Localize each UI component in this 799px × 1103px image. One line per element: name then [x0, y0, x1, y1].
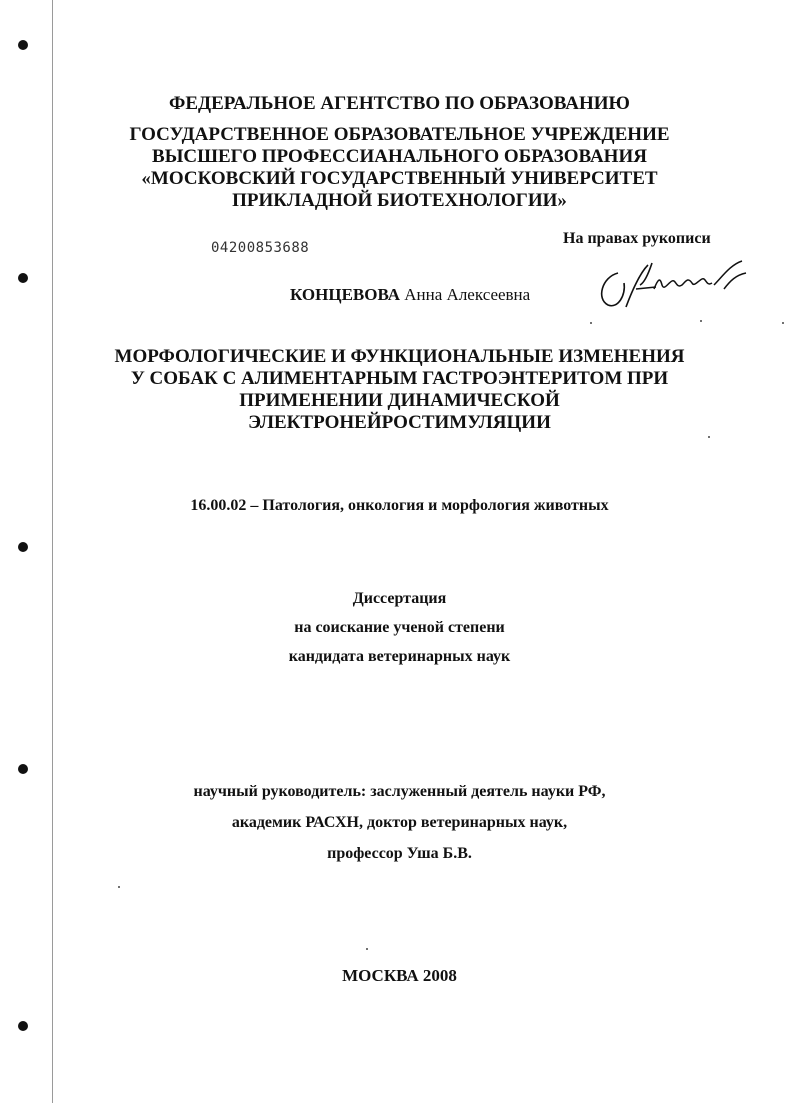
title-line: МОРФОЛОГИЧЕСКИЕ И ФУНКЦИОНАЛЬНЫЕ ИЗМЕНЕНИЯ: [114, 346, 685, 367]
scan-speck: [782, 322, 784, 324]
institution-line: ГОСУДАРСТВЕННОЕ ОБРАЗОВАТЕЛЬНОЕ УЧРЕЖДЕНИЕ: [129, 124, 670, 145]
scan-speck: [118, 886, 120, 888]
title-line: ЭЛЕКТРОНЕЙРОСТИМУЛЯЦИИ: [248, 412, 551, 433]
scan-speck: [590, 322, 592, 324]
document-code: 04200853688: [211, 240, 310, 256]
author-surname: КОНЦЕВОВА: [290, 285, 401, 304]
supervisor-line: научный руководитель: заслуженный деятель науки РФ,: [193, 783, 606, 800]
punch-hole-mark: [18, 764, 28, 774]
punch-hole-mark: [18, 273, 28, 283]
dissertation-degree: кандидата ветеринарных наук: [288, 648, 511, 665]
agency-heading: ФЕДЕРАЛЬНОЕ АГЕНТСТВО ПО ОБРАЗОВАНИЮ: [169, 93, 630, 114]
institution-heading: [0, 124, 799, 212]
punch-hole-mark: [18, 542, 28, 552]
dissertation-title: [0, 346, 799, 434]
dissertation-purpose: на соискание ученой степени: [294, 619, 505, 636]
scan-speck: [708, 436, 710, 438]
institution-line: «МОСКОВСКИЙ ГОСУДАРСТВЕННЫЙ УНИВЕРСИТЕТ: [141, 168, 658, 189]
author-signature: [596, 255, 756, 315]
author-given-names: Анна Алексеевна: [404, 285, 531, 304]
punch-hole-mark: [18, 1021, 28, 1031]
institution-line: ПРИКЛАДНОЙ БИОТЕХНОЛОГИИ»: [232, 190, 567, 211]
scan-speck: [700, 320, 702, 322]
supervisor-block: [0, 776, 799, 869]
specialty-code: 16.00.02 – Патология, онкология и морфология животных: [190, 497, 609, 514]
punch-hole-mark: [18, 40, 28, 50]
supervisor-line: профессор Уша Б.В.: [327, 845, 472, 862]
scan-speck: [366, 948, 368, 950]
supervisor-line: академик РАСХН, доктор ветеринарных наук,: [231, 814, 568, 831]
title-line: ПРИМЕНЕНИИ ДИНАМИЧЕСКОЙ: [239, 390, 560, 411]
author-name: [290, 285, 530, 305]
manuscript-rights-note: На правах рукописи: [563, 230, 711, 247]
dissertation-type: Диссертация: [352, 590, 447, 607]
title-line: У СОБАК С АЛИМЕНТАРНЫМ ГАСТРОЭНТЕРИТОМ ПРИ: [130, 368, 669, 389]
city-year: МОСКВА 2008: [342, 966, 457, 985]
institution-line: ВЫСШЕГО ПРОФЕССИАНАЛЬНОГО ОБРАЗОВАНИЯ: [152, 146, 647, 167]
degree-block: [0, 584, 799, 671]
